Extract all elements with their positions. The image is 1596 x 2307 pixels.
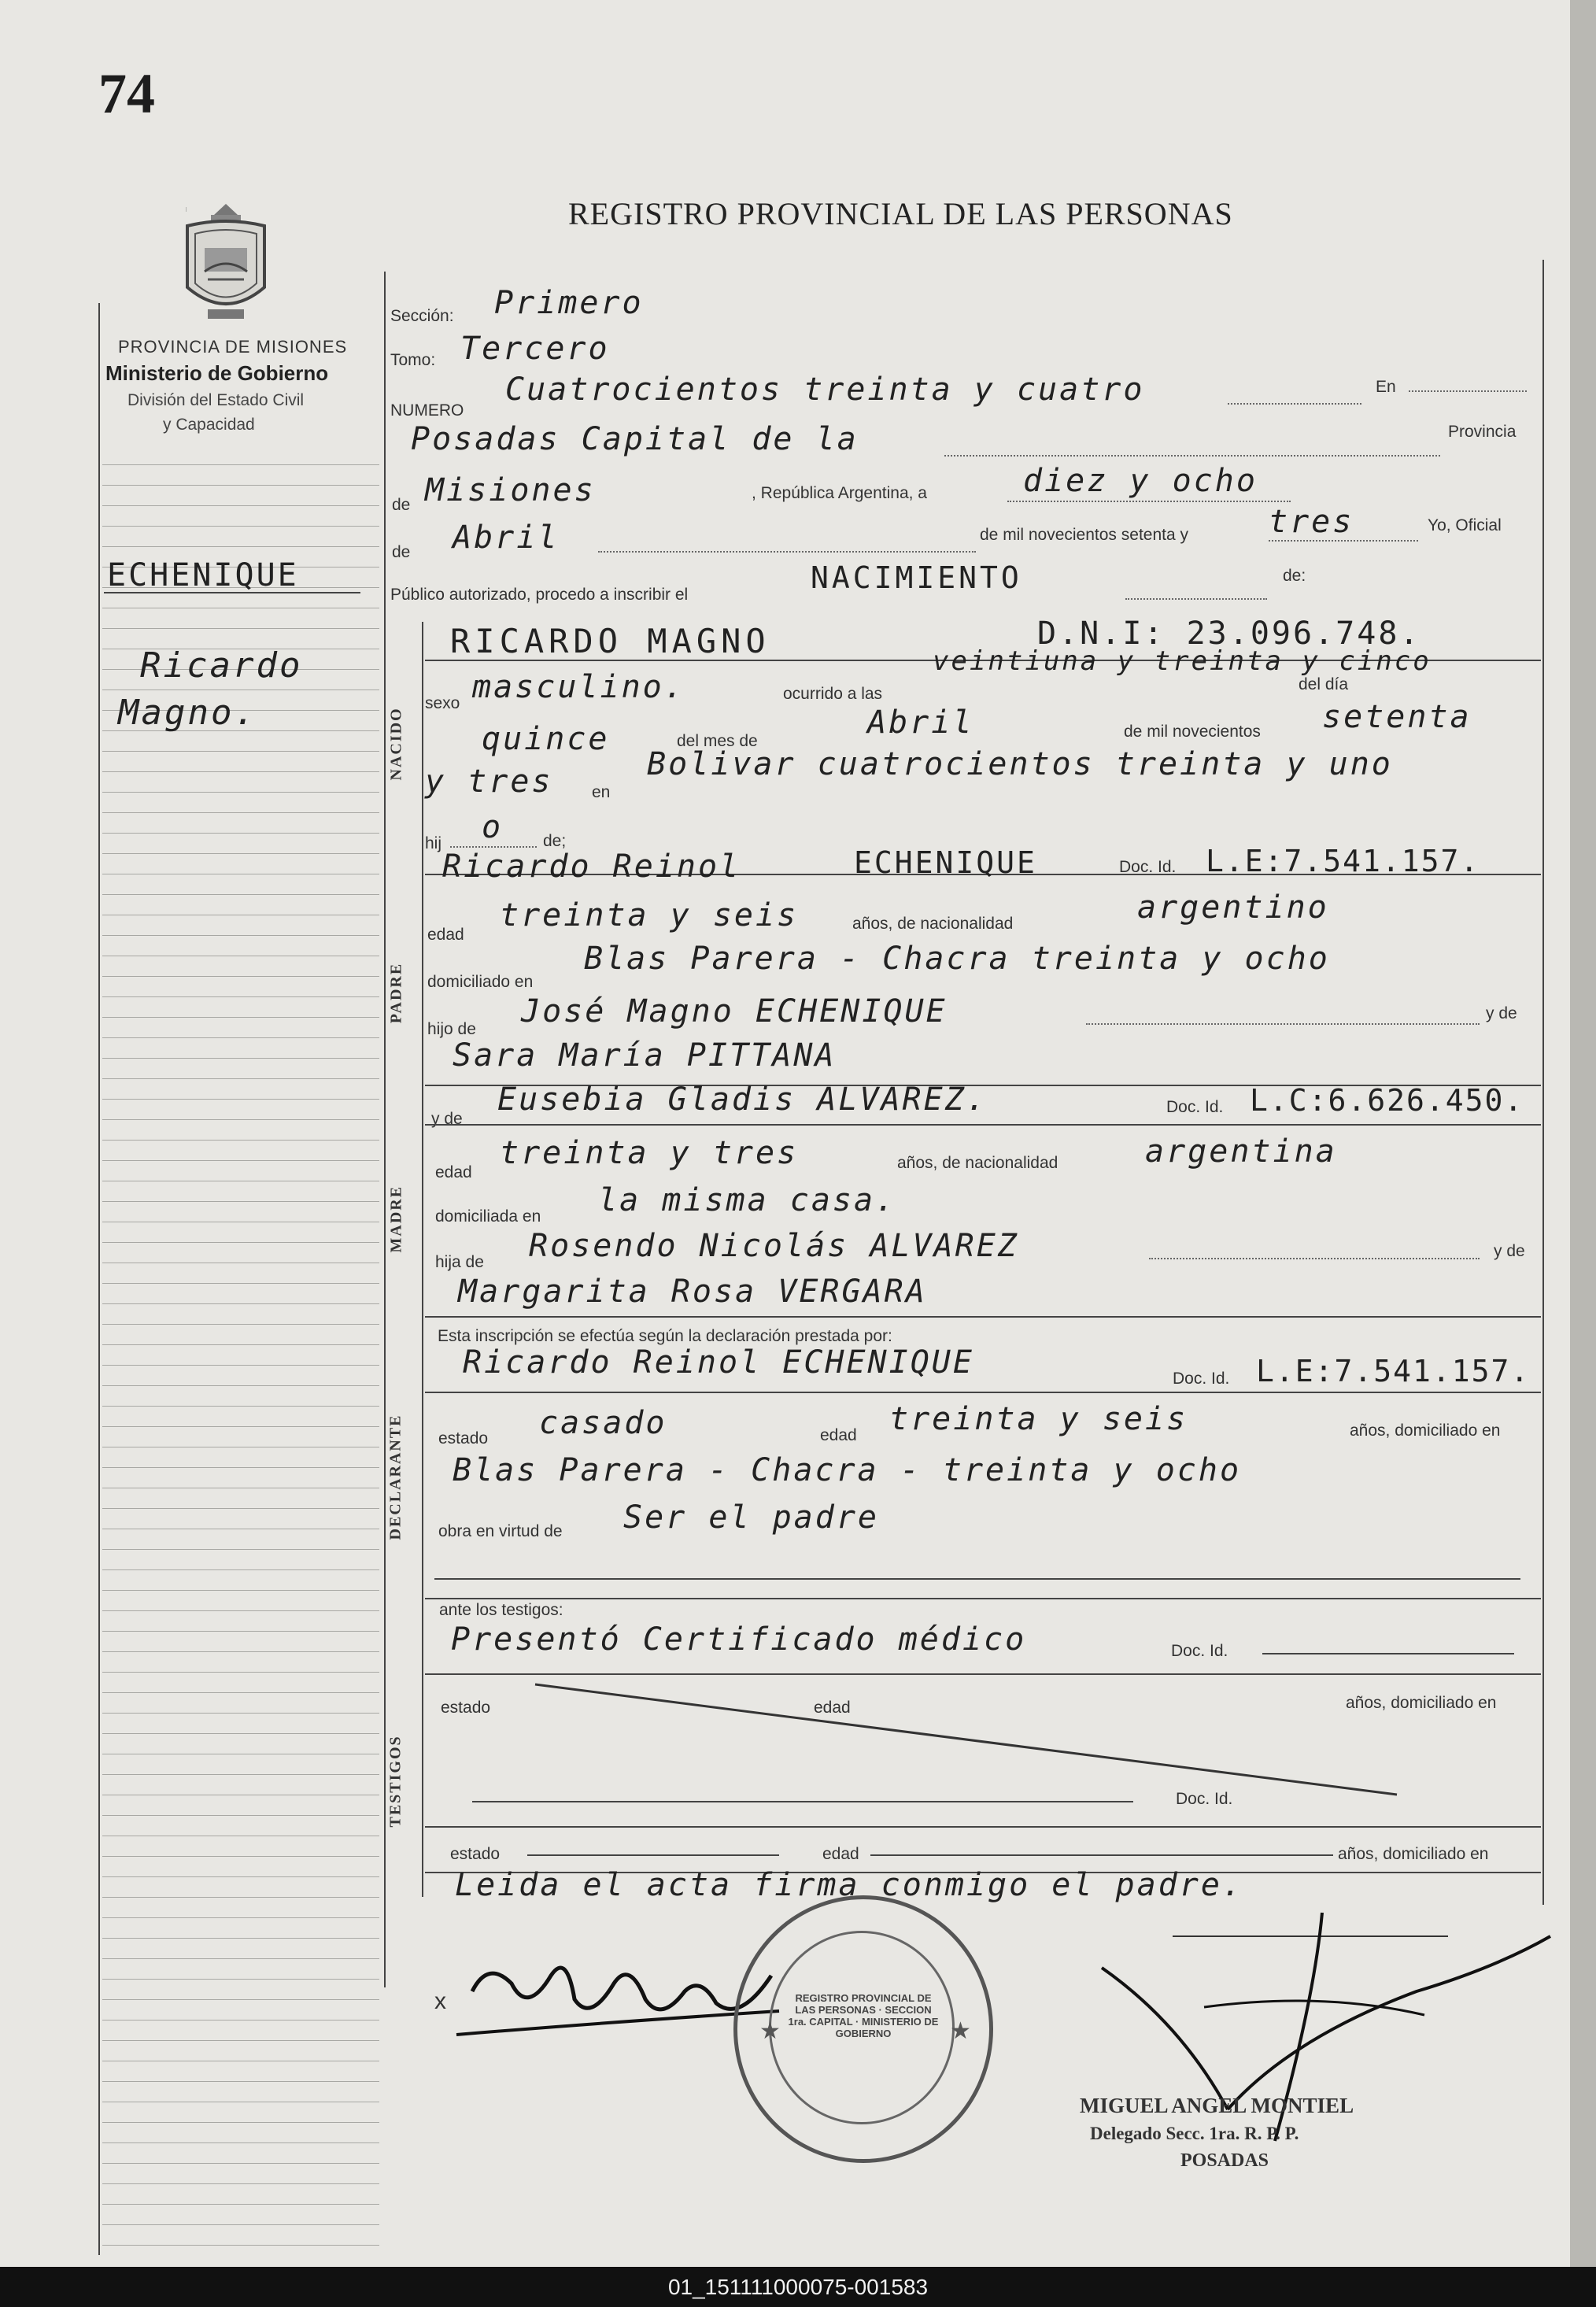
division-label: División del Estado Civil xyxy=(127,391,305,409)
cierre-value: Leida el acta firma conmigo el padre. xyxy=(455,1867,1244,1903)
seccion-value: Primero xyxy=(494,285,644,321)
anio-value: setenta xyxy=(1322,699,1472,735)
padre-tab-label: PADRE xyxy=(387,962,405,1024)
abuelo-paterno-value: José Magno ECHENIQUE xyxy=(521,993,948,1030)
sexo-value: masculino. xyxy=(472,669,685,705)
del-mes-label: del mes de xyxy=(677,732,758,750)
margin-given-name-1: Ricardo xyxy=(140,645,303,686)
madre-nac-label: años, de nacionalidad xyxy=(897,1154,1058,1172)
page-edge xyxy=(1570,0,1596,2267)
acto-value: NACIMIENTO xyxy=(811,560,1022,595)
padre-nac-value: argentino xyxy=(1137,889,1329,926)
padre-edad-label: edad xyxy=(427,926,464,944)
padre-doc-value: L.E:7.541.157. xyxy=(1206,844,1480,878)
official-signature-icon xyxy=(1086,1905,1558,2157)
numero-value: Cuatrocientos treinta y cuatro xyxy=(505,372,1145,408)
de-label-1: de xyxy=(392,496,411,514)
tomo-value: Tercero xyxy=(460,331,610,367)
ante-testigos-label: ante los testigos: xyxy=(439,1601,563,1619)
seal-star-icon: ★ xyxy=(950,2018,971,2044)
declarante-nombre-value: Ricardo Reinol ECHENIQUE xyxy=(463,1344,974,1381)
padre-apellido-value: ECHENIQUE xyxy=(854,845,1037,880)
sexo-label: sexo xyxy=(425,694,460,712)
ocurrido-label: ocurrido a las xyxy=(783,685,883,703)
abuela-materna-value: Margarita Rosa VERGARA xyxy=(458,1274,927,1310)
ministry-label: Ministerio de Gobierno xyxy=(105,361,329,385)
declarante-estado-value: casado xyxy=(539,1405,667,1441)
seccion-label: Sección: xyxy=(390,307,454,325)
page-title: REGISTRO PROVINCIAL DE LAS PERSONAS xyxy=(568,196,1233,231)
declarante-edad-label: edad xyxy=(820,1426,857,1444)
yo-oficial-label: Yo, Oficial xyxy=(1428,516,1502,534)
hij-label: hij xyxy=(425,834,442,852)
lugar-value: Posadas Capital de la xyxy=(411,421,859,457)
madre-y-de-label: y de xyxy=(431,1110,463,1128)
declarante-dom-value: Blas Parera - Chacra - treinta y ocho xyxy=(453,1452,1242,1488)
hijo-de-label: hijo de xyxy=(427,1020,476,1038)
padre-doc-label: Doc. Id. xyxy=(1119,858,1177,876)
declarante-virtud-value: Ser el padre xyxy=(623,1499,879,1536)
abuelo-materno-value: Rosendo Nicolás ALVAREZ xyxy=(529,1228,1019,1264)
page-number: 74 xyxy=(98,62,155,125)
testigo-2-estado-label: estado xyxy=(450,1845,501,1863)
padre-y-de-label: y de xyxy=(1486,1004,1517,1022)
nombre-value: RICARDO MAGNO xyxy=(450,622,770,660)
seal-text: REGISTRO PROVINCIAL DE LAS PERSONAS · SECCION 1ra. CAPITAL · MINISTERIO DE GOBIERNO xyxy=(788,1992,939,2039)
madre-dom-label: domiciliada en xyxy=(435,1207,541,1226)
lugar-nacimiento-value: Bolivar cuatrocientos treinta y uno xyxy=(647,746,1393,782)
capacity-label: y Capacidad xyxy=(163,416,255,434)
dia-value: quince xyxy=(482,721,610,757)
hora-value: veintiuna y treinta y cinco xyxy=(933,645,1432,677)
en-lower-label: en xyxy=(592,783,611,801)
padre-edad-value: treinta y seis xyxy=(500,897,799,934)
madre-edad-label: edad xyxy=(435,1163,472,1181)
madre-y-de-2-label: y de xyxy=(1494,1242,1525,1260)
hij-suffix-value: o xyxy=(482,809,504,845)
signature-cross: x xyxy=(434,1988,446,2014)
mes-inscripcion-value: Abril xyxy=(453,519,560,556)
obra-label: obra en virtud de xyxy=(438,1522,563,1540)
official-seal xyxy=(733,1895,993,2163)
dia-inscripcion-value: diez y ocho xyxy=(1023,463,1258,499)
padre-nombre-value: Ricardo Reinol xyxy=(442,848,741,885)
testigo-1-doc-label: Doc. Id. xyxy=(1171,1642,1228,1660)
de-colon-label: de: xyxy=(1283,567,1306,585)
testigo-1-value: Presentó Certificado médico xyxy=(451,1621,1027,1658)
declarante-doc-label: Doc. Id. xyxy=(1173,1370,1230,1388)
testigo-2-edad-label: edad xyxy=(822,1845,859,1863)
dni-value: D.N.I: 23.096.748. xyxy=(1037,616,1421,652)
official-name: MIGUEL ANGEL MONTIEL xyxy=(1080,2094,1354,2117)
madre-dom-value: la misma casa. xyxy=(598,1182,897,1218)
testigo-1-estado-label: estado xyxy=(441,1699,491,1717)
provincia-label: Provincia xyxy=(1448,423,1517,441)
abuela-paterna-value: Sara María PITTANA xyxy=(453,1037,837,1074)
madre-doc-label: Doc. Id. xyxy=(1166,1098,1224,1116)
padre-nac-label: años, de nacionalidad xyxy=(852,915,1014,933)
anio-inscripcion-value: tres xyxy=(1269,504,1354,540)
declarante-doc-value: L.E:7.541.157. xyxy=(1256,1354,1531,1388)
declarante-tab-label: DECLARANTE xyxy=(386,1414,405,1540)
testigos-tab-label: TESTIGOS xyxy=(386,1735,405,1828)
image-id-footer: 01_151111000075-001583 xyxy=(0,2267,1596,2307)
declarante-estado-label: estado xyxy=(438,1429,489,1447)
margin-surname: ECHENIQUE xyxy=(107,557,299,593)
madre-doc-value: L.C:6.626.450. xyxy=(1250,1083,1524,1118)
madre-tab-label: MADRE xyxy=(387,1185,405,1253)
testigo-1-anos-label: años, domiciliado en xyxy=(1346,1694,1497,1712)
padre-dom-label: domiciliado en xyxy=(427,973,534,991)
provincia-value: Misiones xyxy=(425,472,596,508)
de-label-2: de xyxy=(392,543,411,561)
declarante-anos-label: años, domiciliado en xyxy=(1350,1422,1501,1440)
official-title: Delegado Secc. 1ra. R. P. P. xyxy=(1090,2124,1299,2143)
en-label: En xyxy=(1376,378,1396,396)
de-semicolon-label: de; xyxy=(543,832,567,850)
tomo-label: Tomo: xyxy=(390,351,436,369)
declaracion-label: Esta inscripción se efectúa según la declaración prestada por: xyxy=(438,1327,892,1345)
madre-edad-value: treinta y tres xyxy=(500,1135,799,1171)
padre-dom-value: Blas Parera - Chacra treinta y ocho xyxy=(584,941,1330,977)
margin-given-name-2: Magno. xyxy=(118,693,257,733)
numero-label: NUMERO xyxy=(390,401,464,420)
seal-star-icon: ★ xyxy=(759,2018,781,2044)
testigo-1-edad-label: edad xyxy=(814,1699,851,1717)
declarante-edad-value: treinta y seis xyxy=(889,1401,1188,1437)
madre-nombre-value: Eusebia Gladis ALVAREZ. xyxy=(497,1081,988,1118)
province-label: PROVINCIA DE MISIONES xyxy=(118,337,348,357)
nacido-tab-label: NACIDO xyxy=(387,707,405,781)
anio-value-2: y tres xyxy=(425,763,553,800)
publico-label: Público autorizado, procedo a inscribir el xyxy=(390,586,689,604)
official-city: POSADAS xyxy=(1180,2150,1269,2171)
hija-de-label: hija de xyxy=(435,1253,484,1271)
madre-nac-value: argentina xyxy=(1145,1133,1337,1170)
mil-novecientos-label: de mil novecientos xyxy=(1124,723,1261,741)
republica-label: , República Argentina, a xyxy=(752,484,927,502)
mil-setenta-label: de mil novecientos setenta y xyxy=(980,526,1188,544)
testigo-2-anos-label: años, domiciliado en xyxy=(1338,1845,1489,1863)
mes-value: Abril xyxy=(867,704,974,741)
testigo-2-doc-label: Doc. Id. xyxy=(1176,1790,1233,1808)
del-dia-label: del día xyxy=(1299,675,1349,693)
